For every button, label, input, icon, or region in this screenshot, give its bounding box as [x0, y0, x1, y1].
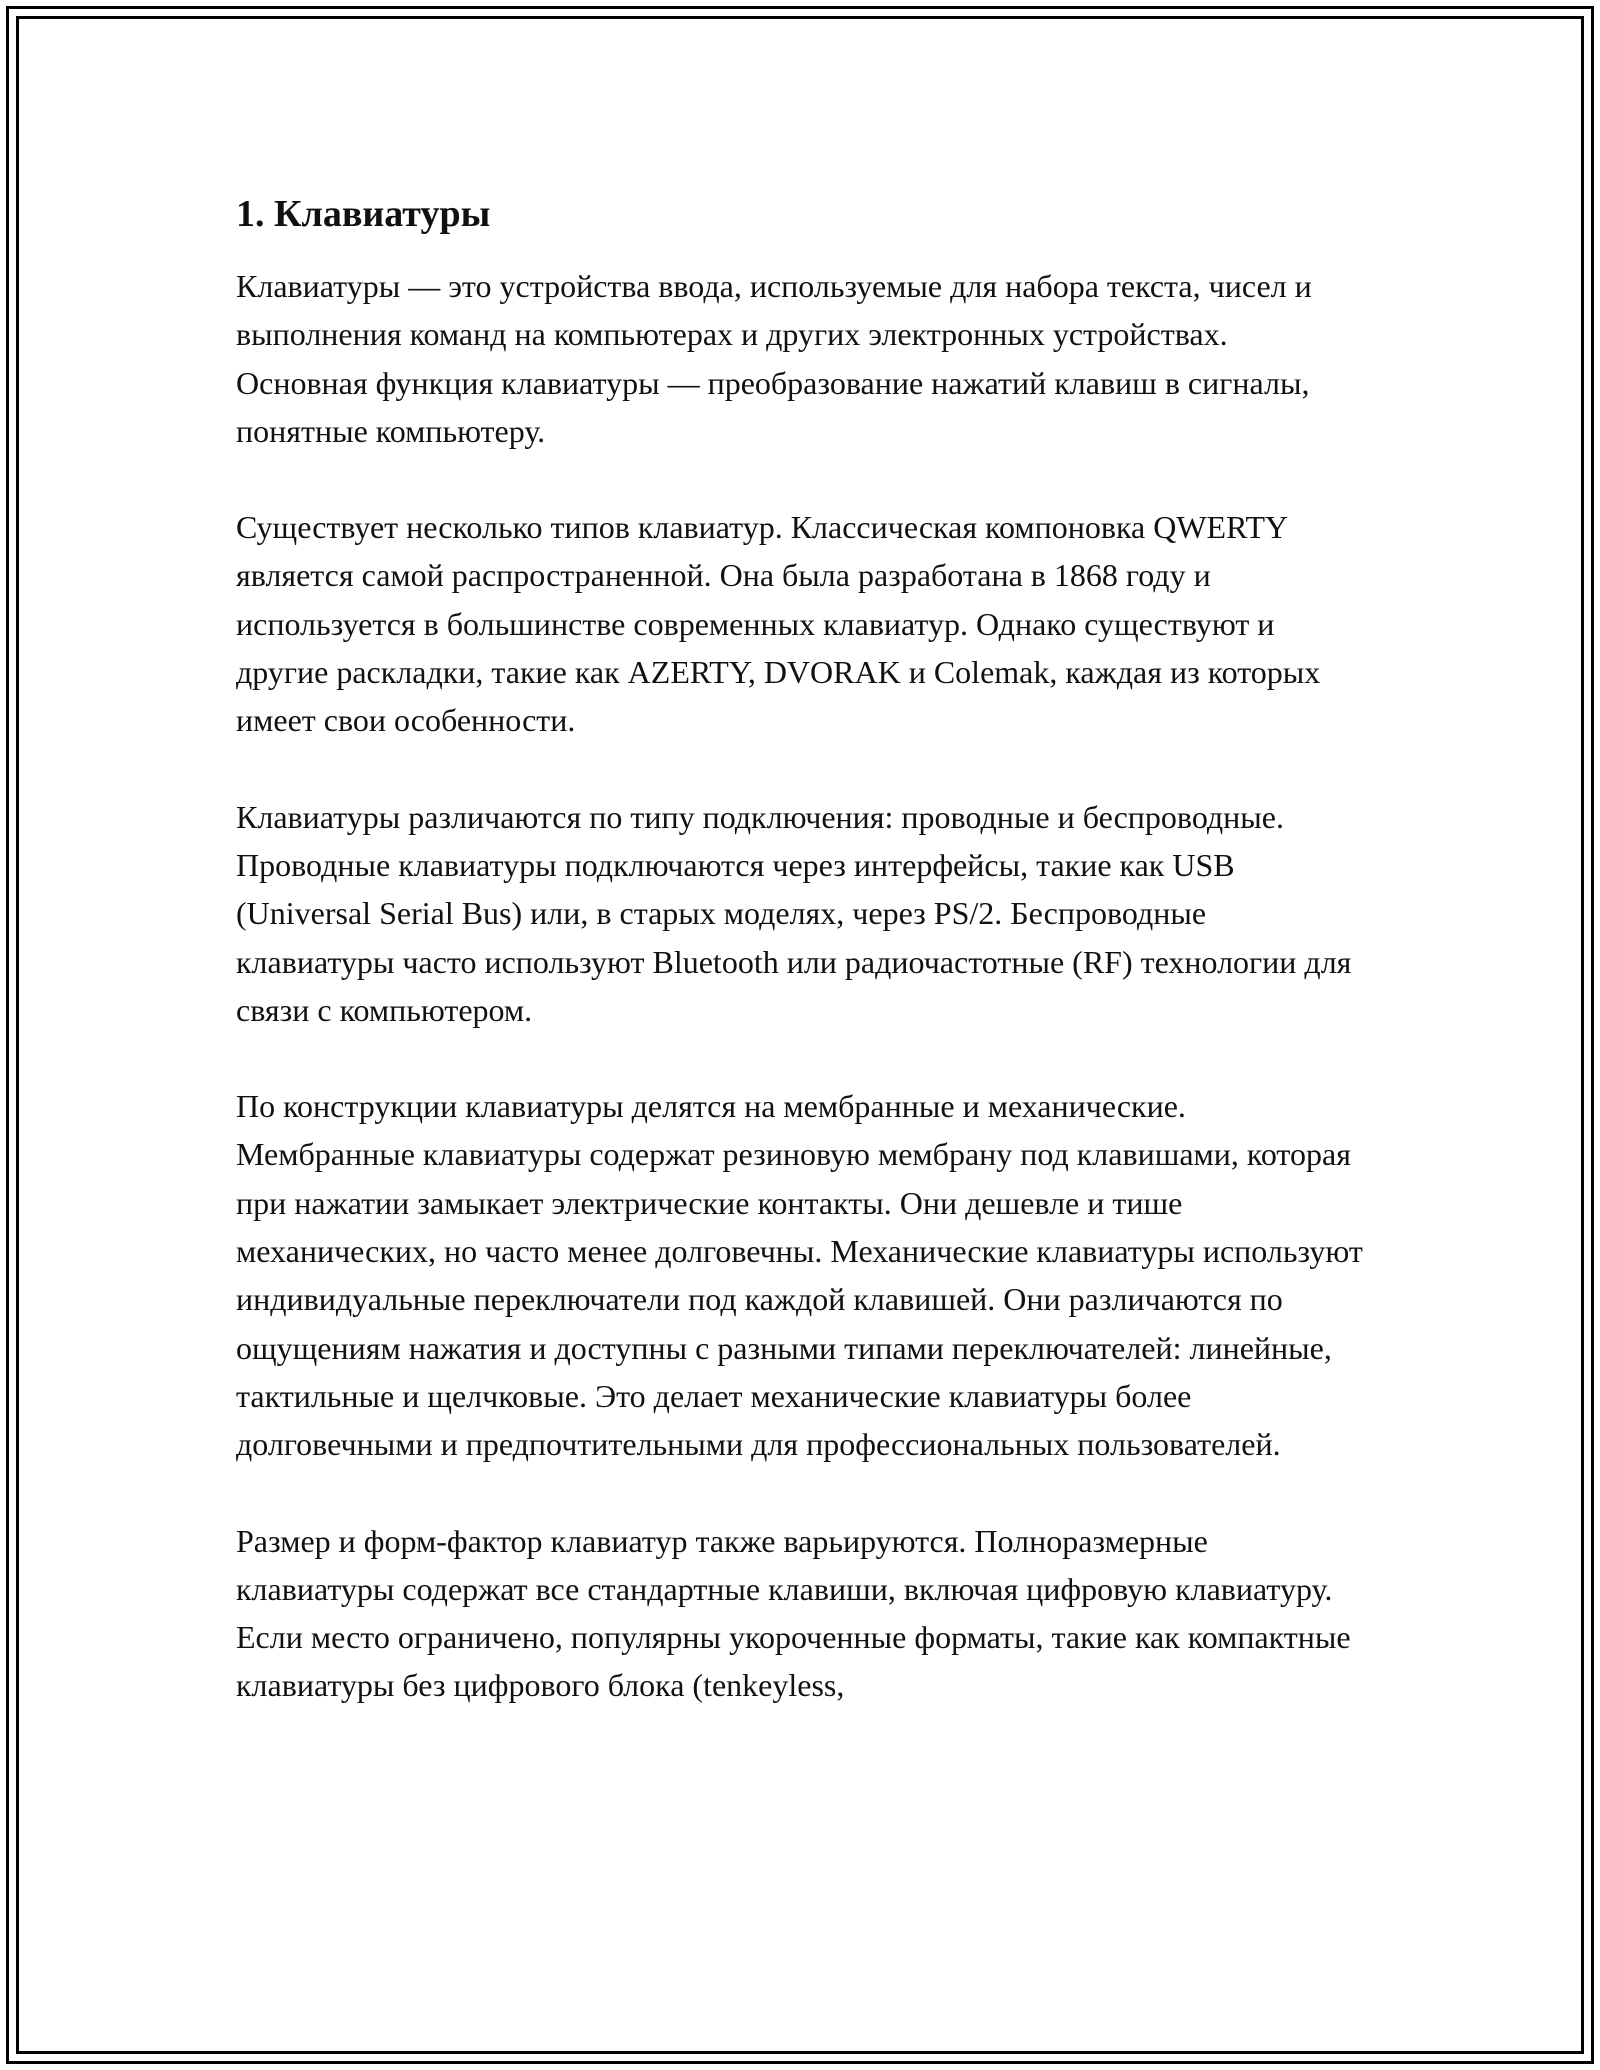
- paragraph-construction: По конструкции клавиатуры делятся на мембранные и механические. Мембранные клавиатуры содержат резиновую мембрану под клавишами, которая при нажатии замыкает электрические контакты. Они дешевле и тише механических, но часто менее долговечны. Механические клавиатуры используют индивидуальные переключатели под каждой клавишей. Они различаются по ощущениям нажатия и доступны с разными типами переключателей: линейные, тактильные и щелчковые. Это делает механические клавиатуры более долговечными и предпочтительными для профессиональных пользователей.: [236, 1088, 1363, 1463]
- paragraph-connection: Клавиатуры различаются по типу подключения: проводные и беспроводные. Проводные клавиатуры подключаются через интерфейсы, такие как USB (Universal Serial Bus) или, в старых моделях, через PS/2. Беспроводные клавиатуры часто используют Bluetooth или радиочастотные (RF) технологии для связи с компьютером.: [236, 798, 1352, 1028]
- paragraph-layouts: Существует несколько типов клавиатур. Классическая компоновка QWERTY является самой распространенной. Она была разработана в 1868 году и используется в большинстве современных клавиатур. Однако существуют и другие раскладки, такие как AZERTY, DVORAK и Colemak, каждая из которых имеет свои особенности.: [236, 509, 1321, 739]
- paragraph-intro: Клавиатуры — это устройства ввода, используемые для набора текста, чисел и выполнения команд на компьютерах и других электронных устройствах. Основная функция клавиатуры — преобразование нажатий клавиш в сигналы, понятные компьютеру.: [236, 268, 1312, 449]
- section-heading: 1. Клавиатуры: [236, 193, 491, 235]
- document-body: [236, 186, 1366, 1758]
- paragraph-form-factor: Размер и форм-фактор клавиатур также варьируются. Полноразмерные клавиатуры содержат все стандартные клавиши, включая цифровую клавиатуру. Если место ограничено, популярны укороченные форматы, такие как компактные клавиатуры без цифрового блока (tenkeyless,: [236, 1522, 1351, 1704]
